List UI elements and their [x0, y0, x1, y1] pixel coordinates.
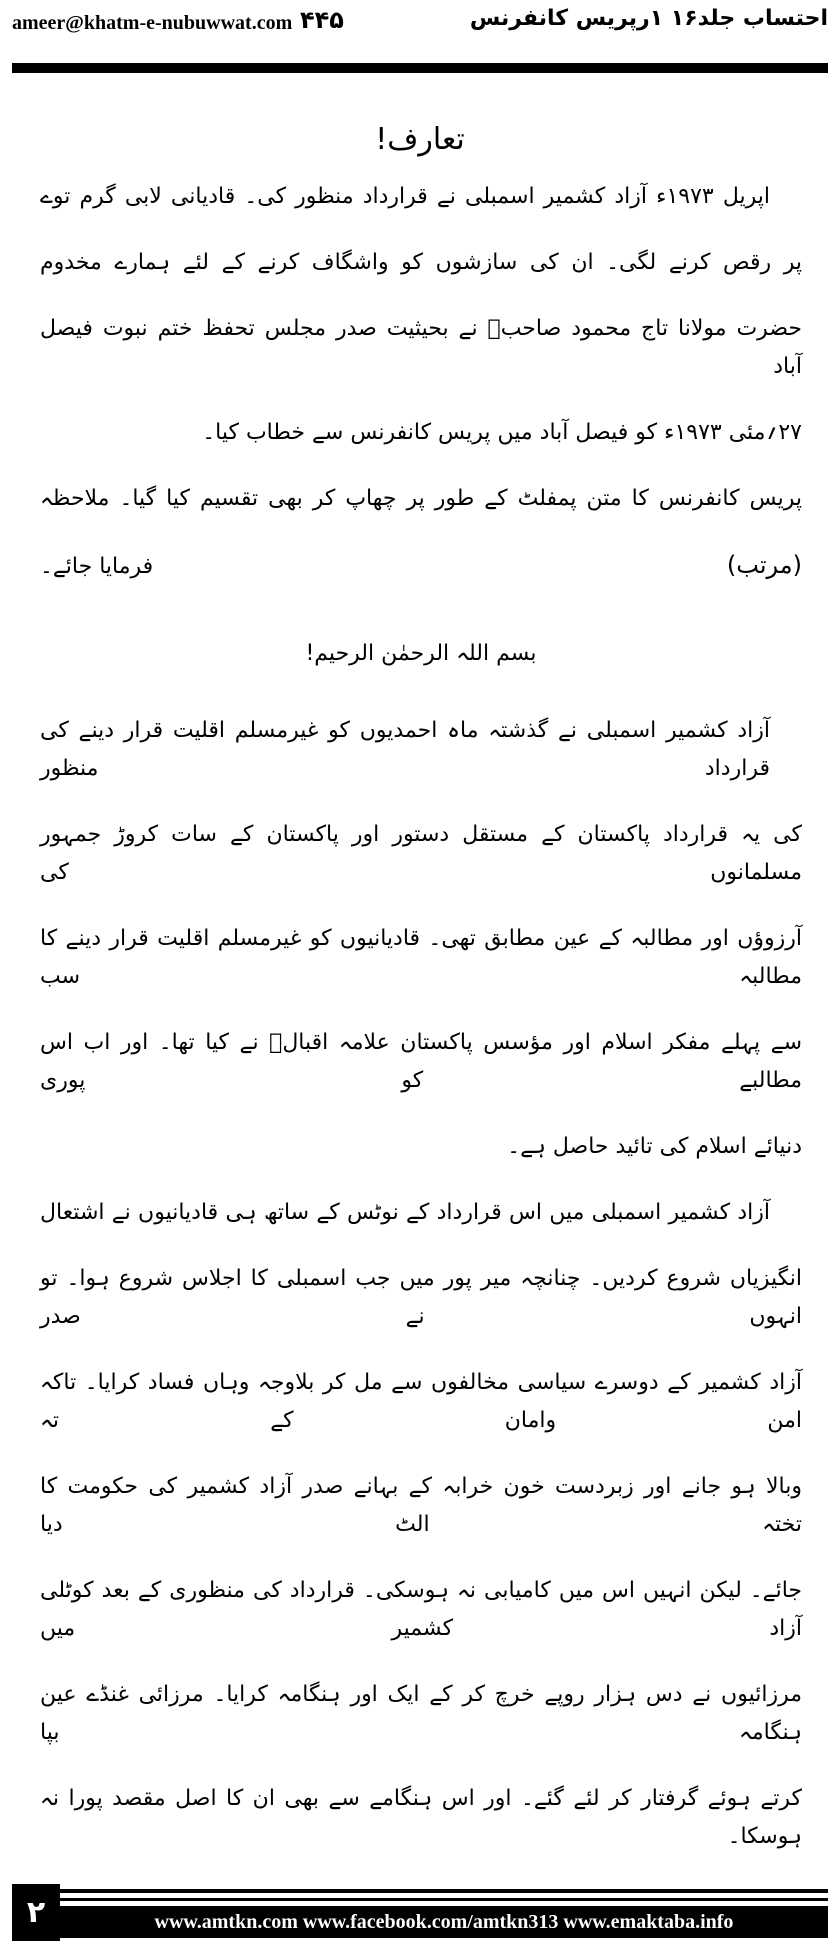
- header-divider: [12, 63, 828, 73]
- header-book-title: احتساب جلد۱۶ ۱رپریس کانفرنس: [469, 6, 828, 31]
- body-line: دنیائے اسلام کی تائید حاصل ہے۔: [507, 1134, 802, 1159]
- compiler-note: (مرتب): [726, 551, 802, 579]
- footer-links: www.amtkn.com www.facebook.com/amtkn313 www.emaktaba.info: [60, 1906, 828, 1938]
- section-title: تعارف!: [375, 122, 465, 157]
- body-line: آرزوؤں اور مطالبہ کے عین مطابق تھی۔ قادیانیوں کو غیرمسلم اقلیت قرار دینے کا مطالبہ سب: [40, 926, 802, 989]
- bismillah: بسم اللہ الرحمٰن الرحیم!: [305, 641, 537, 666]
- intro-line: ۲۷؍مئی ۱۹۷۳ء کو فیصل آباد میں پریس کانفرنس سے خطاب کیا۔: [202, 420, 802, 445]
- header-email: ameer@khatm-e-nubuwwat.com: [12, 12, 293, 34]
- header-page-number: ۴۴۵: [300, 6, 344, 34]
- intro-line: اپریل ۱۹۷۳ء آزاد کشمیر اسمبلی نے قرارداد منظور کی۔ قادیانی لابی گرم توے: [40, 184, 770, 209]
- intro-line: حضرت مولانا تاج محمود صاحبؒ نے بحیثیت صدر مجلس تحفظ ختم نبوت فیصل آباد: [40, 316, 802, 379]
- body-line: کرتے ہوئے گرفتار کر لئے گئے۔ اور اس ہنگامے سے بھی ان کا اصل مقصد پورا نہ ہوسکا۔: [40, 1786, 802, 1849]
- body-line: کی یہ قرارداد پاکستان کے مستقل دستور اور پاکستان کے سات کروڑ جمہور مسلمانوں کی: [40, 822, 802, 885]
- page-footer: [0, 1884, 840, 1944]
- body-line: سے پہلے مفکر اسلام اور مؤسس پاکستان علامہ اقبالؒ نے کیا تھا۔ اور اب اس مطالبے کو پوری: [40, 1030, 802, 1093]
- content: [0, 178, 840, 1856]
- body-line: جائے۔ لیکن انہیں اس میں کامیابی نہ ہوسکی۔ قرارداد کی منظوری کے بعد کوٹلی آزاد کشمیر میں: [40, 1578, 802, 1641]
- footer-rule: [60, 1889, 828, 1893]
- intro-line: فرمایا جائے۔: [40, 554, 154, 579]
- body-line: آزاد کشمیر اسمبلی نے گذشتہ ماہ احمدیوں کو غیرمسلم اقلیت قرار دینے کی قرارداد منظور: [40, 718, 770, 781]
- intro-closing-row: [40, 546, 802, 586]
- intro-line: پریس کانفرنس کا متن پمفلٹ کے طور پر چھاپ کر بھی تقسیم کیا گیا۔ ملاحظہ: [40, 486, 802, 511]
- intro-paragraph: [40, 178, 802, 586]
- body-line: آزاد کشمیر اسمبلی میں اس قرارداد کے نوٹس کے ساتھ ہی قادیانیوں نے اشتعال: [40, 1200, 770, 1225]
- body-line: انگیزیاں شروع کردیں۔ چنانچہ میر پور میں جب اسمبلی کا اجلاس شروع ہوا۔ تو انہوں نے صدر: [40, 1266, 802, 1329]
- intro-line: پر رقص کرنے لگی۔ ان کی سازشوں کو واشگاف کرنے کے لئے ہمارے مخدوم: [40, 250, 802, 275]
- page-header: [0, 0, 840, 78]
- body-line: وبالا ہو جانے اور زبردست خون خرابہ کے بہانے صدر آزاد کشمیر کی حکومت کا تختہ الٹ دیا: [40, 1474, 802, 1537]
- footer-rule: [60, 1898, 828, 1901]
- footer-page-number: ۲: [12, 1884, 60, 1941]
- body-line: مرزائیوں نے دس ہزار روپے خرچ کر کے ایک اور ہنگامہ کرایا۔ مرزائی غنڈے عین ہنگامہ بپا: [40, 1682, 802, 1745]
- body-line: آزاد کشمیر کے دوسرے سیاسی مخالفوں سے مل کر بلاوجہ وہاں فساد کرایا۔ تاکہ امن وامان کے تہ: [40, 1370, 802, 1433]
- body-text: [40, 712, 802, 1856]
